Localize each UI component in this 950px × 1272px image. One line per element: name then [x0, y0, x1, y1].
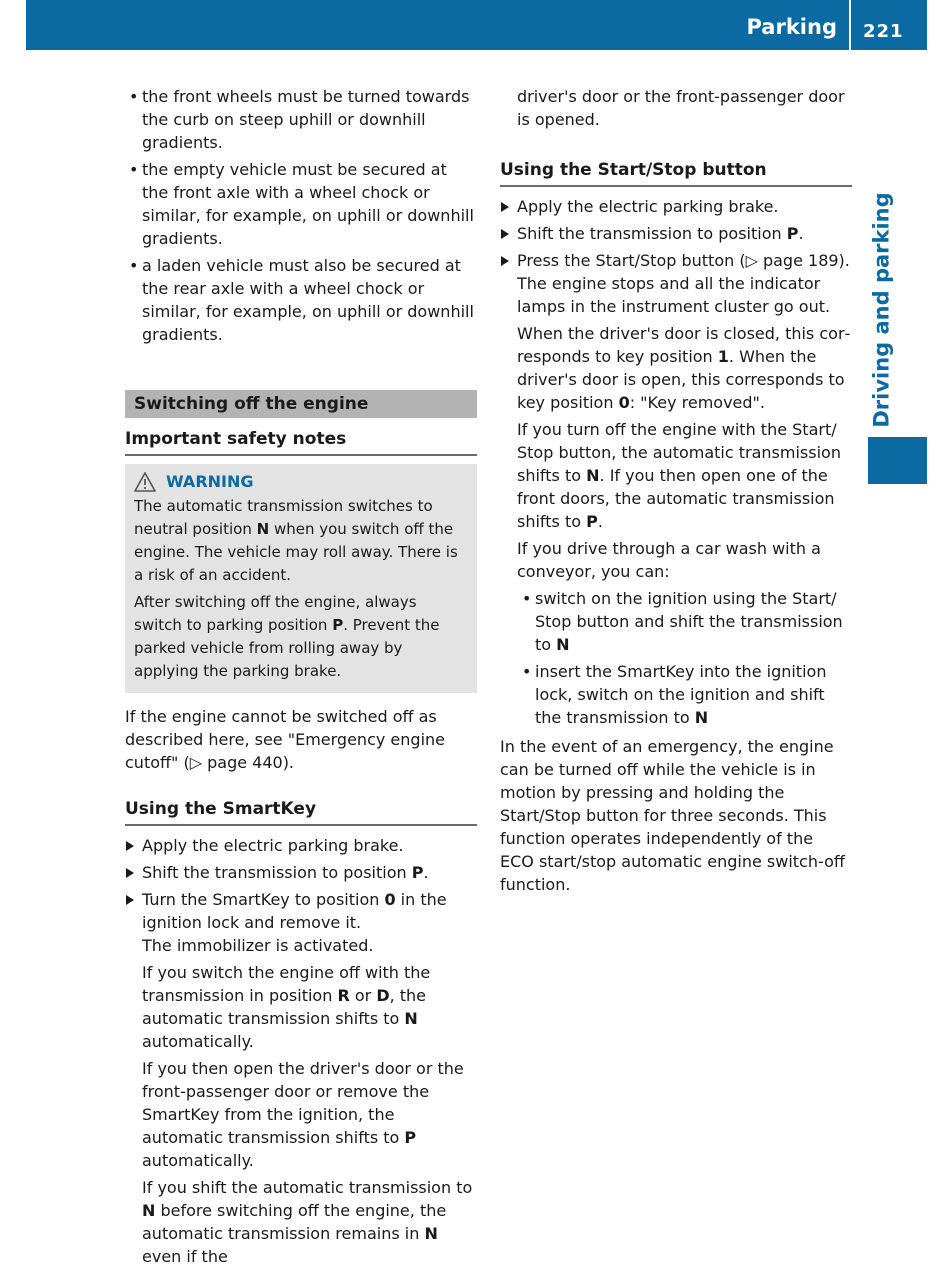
warning-triangle-icon [134, 472, 156, 492]
warning-title [134, 470, 468, 493]
right-column [500, 85, 852, 896]
body-paragraph: When the driver's door is closed, this corresponds to key position 1. When the driver's door is open, this corresponds to key position 0: "Key removed". [517, 324, 851, 412]
instruction-step: Turn the SmartKey to position 0 in the ignition lock and remove it. [125, 888, 477, 934]
step-result: The immobilizer is activated. [142, 936, 374, 955]
smartkey-heading: Using the SmartKey [125, 796, 477, 826]
body-paragraph: If you drive through a car wash with a conveyor, you can: [517, 539, 821, 581]
step-result: The engine stops and all the indicator lamps in the instrument cluster go out. [517, 274, 831, 316]
page-header-bar [26, 0, 927, 50]
list-item: • insert the SmartKey into the ignition lock, switch on the ignition and shift the transmission to N [500, 660, 852, 729]
chapter-side-marker [868, 437, 927, 484]
safety-notes-heading: Important safety notes [125, 426, 477, 456]
startstop-heading: Using the Start/Stop button [500, 157, 852, 187]
chapter-side-tab-label: Driving and parking [870, 192, 894, 428]
warning-paragraph: After switching off the engine, always switch to parking position P. Prevent the parked vehicle from rolling away by applying the parking brake. [134, 593, 440, 680]
body-paragraph: If you turn off the engine with the Start/ Stop button, the automatic transmission shifts to N. If you then open one of the front doors, the automatic transmission shifts to P. [517, 420, 841, 531]
body-paragraph: If you then open the driver's door or the front-passenger door or remove the SmartKey from the ignition, the automatic transmission shifts to P automatically. [142, 1059, 464, 1170]
instruction-step: Shift the transmission to position P. [500, 222, 852, 245]
warning-box [125, 464, 477, 693]
warning-paragraph: The automatic transmission switches to neutral position N when you switch off the engine. The vehicle may roll away. There is a risk of an accident. [134, 497, 458, 584]
section-heading: Switching off the engine [125, 390, 477, 418]
cutoff-reference: If the engine cannot be switched off as described here, see "Emergency engine cutoff" (▷ page 440). [125, 707, 445, 772]
list-item: • a laden vehicle must also be secured at the rear axle with a wheel chock or similar, for example, on uphill or downhill gradients. [125, 254, 477, 346]
emergency-paragraph: In the event of an emergency, the engine can be turned off while the vehicle is in motion by pressing and holding the Start/Stop button for three seconds. This function operates independently of the ECO start/stop automatic engine switch-off function. [500, 737, 845, 894]
list-item: • the front wheels must be turned towards the curb on steep uphill or downhill gradients. [125, 85, 477, 154]
instruction-step: Apply the electric parking brake. [500, 195, 852, 218]
instruction-step: Press the Start/Stop button (▷ page 189). [500, 249, 852, 272]
list-item: • switch on the ignition using the Start/ Stop button and shift the transmission to N [500, 587, 852, 656]
section-title: Parking [746, 15, 837, 39]
body-paragraph: If you shift the automatic transmission to N before switching off the engine, the automatic transmission remains in N even if the [142, 1178, 473, 1266]
left-column [125, 85, 477, 1272]
header-divider [849, 0, 851, 50]
instruction-step: Shift the transmission to position P. [125, 861, 477, 884]
instruction-step: Apply the electric parking brake. [125, 834, 477, 857]
body-paragraph: If you switch the engine off with the transmission in position R or D, the automatic transmission shifts to N automatically. [142, 963, 431, 1051]
list-item: • the empty vehicle must be secured at the front axle with a wheel chock or similar, for example, on uphill or downhill gradients. [125, 158, 477, 250]
warning-title-text: WARNING [166, 472, 254, 491]
page-number: 221 [863, 21, 904, 42]
chapter-side-tab [862, 190, 902, 430]
body-paragraph: driver's door or the front-passenger door is opened. [517, 87, 845, 129]
